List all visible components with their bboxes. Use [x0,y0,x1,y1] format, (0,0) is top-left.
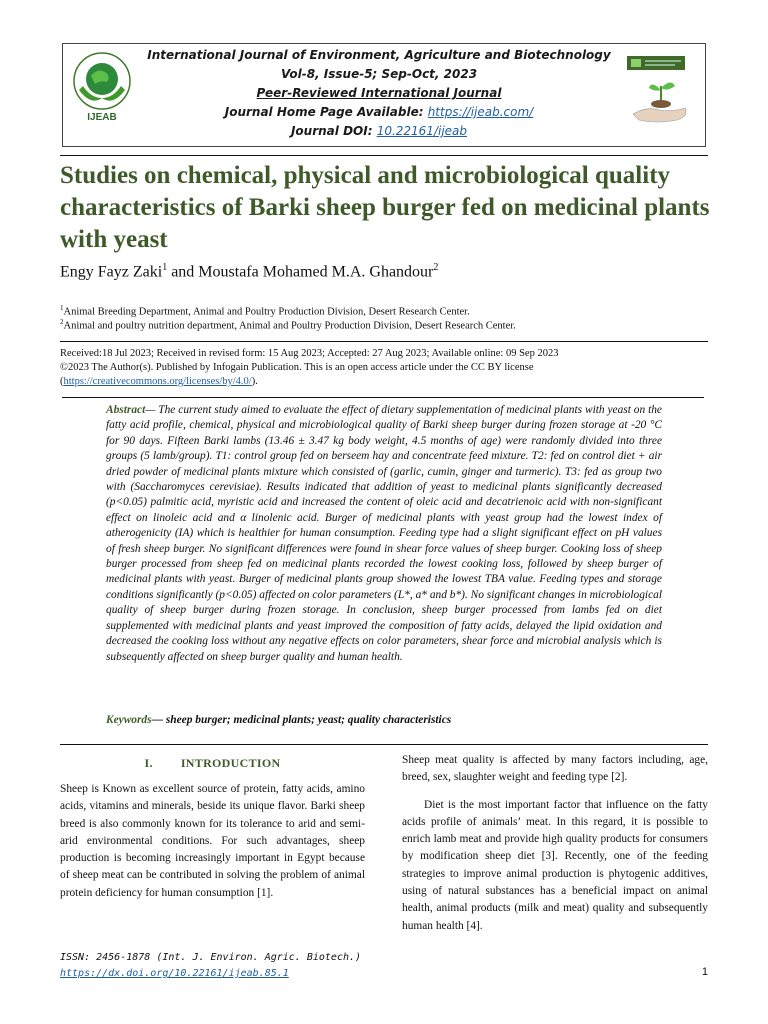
abstract-top-divider [62,397,704,398]
journal-header [62,43,706,147]
peer-reviewed-label: Peer-Reviewed International Journal [256,86,502,100]
section-title: INTRODUCTION [180,756,281,770]
home-page-label: Journal Home Page Available: [224,105,424,119]
affiliation-1-text: Animal Breeding Department, Animal and Poultry Production Division, Desert Research Center. [63,306,470,318]
header-divider [60,155,708,156]
left-column [60,752,365,902]
keywords-label: Keywords [106,714,152,726]
keywords-divider [60,744,708,745]
intro-paragraph-1: Sheep is Known as excellent source of protein, fatty acids, amino acids, vitamins and minerals, beside its unique flavor. Barki sheep breed is also commonly known for its tolerance to arid and semi-arid environmental conditions. For such advantages, sheep production is becoming increasingly important in Egypt because of sheep meat can be contributed in solving the problem of animal protein deficiency for human consumption [1]. [60,783,365,899]
license-open: ( [60,376,64,387]
abstract-text: The current study aimed to evaluate the effect of dietary supplementation of medicinal plants with yeast on the fatty acid profile, chemical, physical and microbiological quality of Barki sheep burger during frozen storage at -20 °C for 90 days. Fifteen Barki lambs (13.46 ± 3.47 kg body weight, 4.5 months of age) were randomly divided into three groups (5 lamb/group). T1: control group fed on berseem hay and concentrate feed mixture. T2: fed on control diet + air dried powder of medicinal plants mixture which consisted of (garlic, cumin, ginger and turmeric). T3: fed as group two with (Saccharomyces cerevisiae). Results indicated that addition of yeast to medicinal plants significantly decreased (p<0.05) palmitic acid, myristic acid and increased the content of oleic acid and decatrienoic acid with non-significant effect on linoleic acid and α linolenic acid. Burger of medicinal plants with yeast group had the lowest index of atherogenicity (IA) which is healthier for human consumption. Feeding type had a slight significant effect on pH values of fresh sheep burger. No significant differences were found in shear force values of sheep burger. Cooking loss of sheep burger processed from sheep fed on medicinal plants recorded the lowest cooking loss, followed by sheep burger of medicinal plants with yeast. Burger of medicinal plants group showed the lowest TBA value. Feeding types and storage conditions significantly (p<0.05) affected on color parameters (L*, a* and b*). No significant changes in microbiological quality of sheep burger during frozen storage. In conclusion, sheep burger processed from lambs fed on diet supplemented with medicinal plants and yeast improved the composition of fatty acids, delayed the lipid oxidation and decreased the cooking loss without any negative effects on color parameters, shear force and microbial analysis which is subsequently affected on sheep burger quality and human health. [106,404,662,663]
keywords-text: sheep burger; medicinal plants; yeast; quality characteristics [165,714,452,726]
affiliation-2-sup: 2 [60,318,64,326]
doi-label: Journal DOI: [290,124,373,138]
abstract-label: Abstract [106,404,146,416]
authors [60,262,438,281]
svg-text:IJEAB: IJEAB [87,112,117,123]
keywords-dash: — [151,714,166,726]
home-page-link[interactable]: https://ijeab.com/ [427,105,534,119]
section-number: I. [144,756,153,770]
abstract-dash: — [145,404,159,416]
license-link[interactable]: https://creativecommons.org/licenses/by/4.0/ [63,376,252,387]
home-page-line [143,103,615,122]
license-close: ). [251,376,258,387]
plant-in-hand-icon [625,50,697,140]
affiliation-2 [60,318,516,332]
page-number: 1 [701,966,708,978]
page-footer [60,950,361,982]
intro-paragraph-2: Sheep meat quality is affected by many factors including, age, breed, sex, slaughter weight and feeding type [2]. [402,754,708,784]
journal-name: International Journal of Environment, Agriculture and Biotechnology [147,48,611,62]
doi-line [143,122,615,141]
abstract [106,403,662,665]
journal-logo-icon [71,50,133,124]
affiliation-1 [60,304,470,318]
copyright-notice: ©2023 The Author(s). Published by Infogain Publication. This is an open access article under the CC BY license [60,362,534,373]
author-1: Engy Fayz Zaki [60,263,163,281]
author-2-sup: 2 [433,262,439,273]
issn: ISSN: 2456-1878 (Int. J. Environ. Agric. Biotech.) [60,952,362,963]
keywords [106,714,662,726]
affiliation-2-text: Animal and poultry nutrition department, Animal and Poultry Production Division, Desert Research Center. [63,320,516,332]
affiliation-1-sup: 1 [60,304,64,312]
received-dates: Received:18 Jul 2023; Received in revised form: 15 Aug 2023; Accepted: 27 Aug 2023; Available online: 09 Sep 2023 [60,348,559,359]
intro-paragraph-3: Diet is the most important factor that influence on the fatty acids profile of animals’ meat. In this regard, it is possible to enrich lamb meat and provide high quality products for consumers by modification sheep diet [3]. Recently, one of the feeding strategies to improve animal production is phytogenic additives, using of natural substances has a beneficial impact on animal health, animal products (milk and meat) quality and subsequently human health [4]. [402,798,708,932]
right-column [402,752,708,935]
license-line [60,375,710,389]
author-1-sup: 1 [162,262,168,273]
dates-divider [60,341,708,342]
article-title: Studies on chemical, physical and microbiological quality characteristics of Barki sheep burger fed on medicinal plants with yeast [60,162,710,253]
article-doi-link[interactable]: https://dx.doi.org/10.22161/ijeab.85.1 [60,968,289,979]
journal-header-text [143,46,615,141]
section-heading [60,756,365,771]
author-2: and Moustafa Mohamed M.A. Ghandour [171,263,434,281]
doi-link[interactable]: 10.22161/ijeab [376,124,468,138]
article-history [60,347,710,389]
journal-volume: Vol-8, Issue-5; Sep-Oct, 2023 [280,67,478,81]
